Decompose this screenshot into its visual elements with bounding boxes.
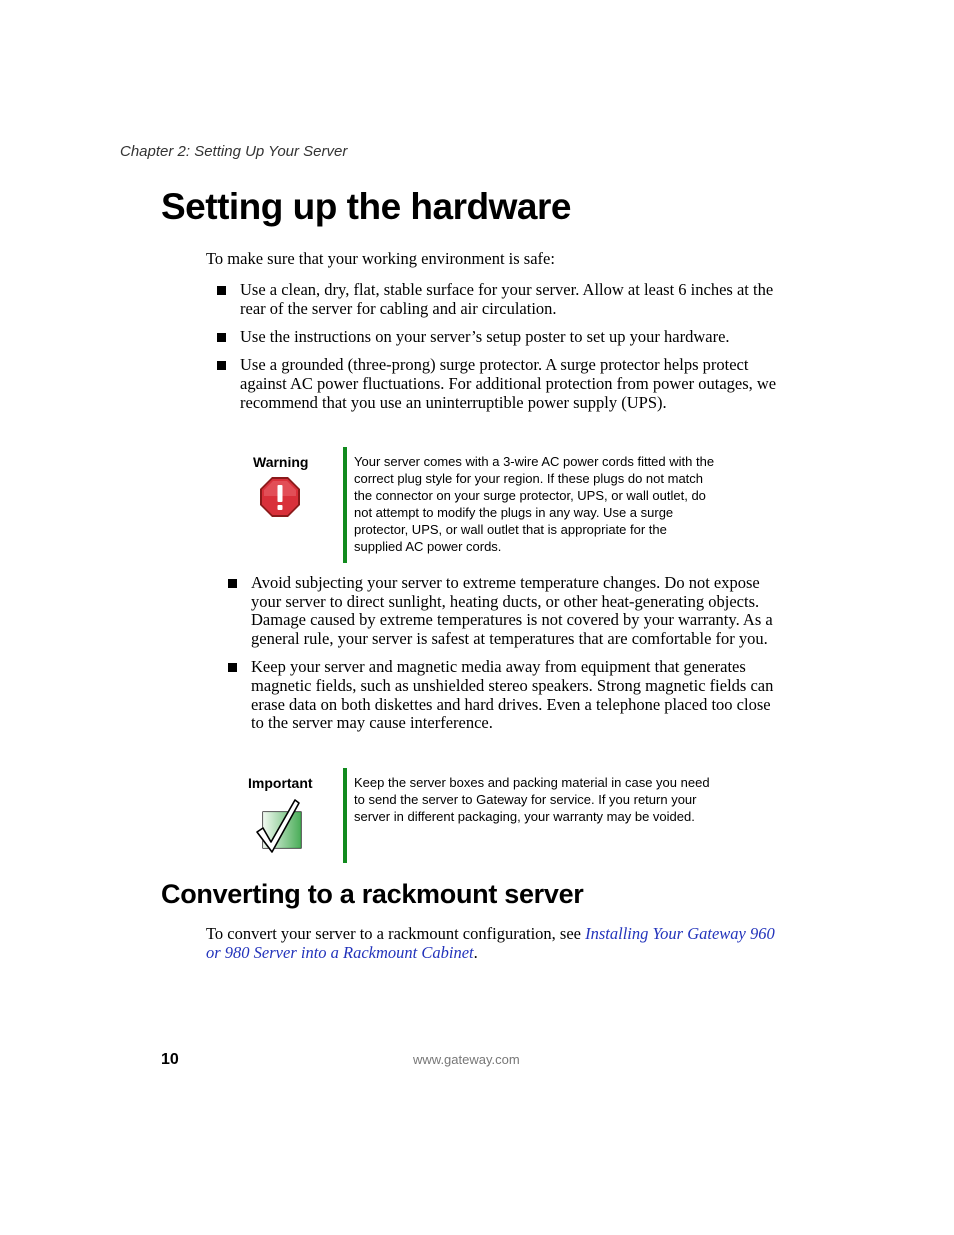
list-item: Use the instructions on your server’s setup poster to set up your hardware. <box>215 328 785 347</box>
intro-text: To make sure that your working environment is safe: <box>206 249 555 268</box>
checkmark-icon <box>255 798 305 854</box>
rackmount-guide-link[interactable]: Installing Your Gateway 960 or 980 Server into a Rackmount Cabinet <box>206 924 775 962</box>
page-title: Setting up the hardware <box>161 186 571 227</box>
chapter-header: Chapter 2: Setting Up Your Server <box>120 143 348 160</box>
warning-icon <box>259 476 301 518</box>
bullet-list-2 <box>226 574 786 743</box>
bullet-square-icon <box>228 663 237 672</box>
warning-text: Your server comes with a 3-wire AC power cords fitted with the correct plug style for your region. If these plugs do not match the connector on your surge protector, UPS, or wall outlet, do not attempt to modify the plugs in any way. Use a surge protector, UPS, or wall outlet that is appropriate for the supplied AC power cords. <box>354 454 715 554</box>
list-item: Avoid subjecting your server to extreme temperature changes. Do not expose your server to direct sunlight, heating ducts, or other heat-generating objects. Damage caused by extreme temperatures is not covered by your warranty. As a general rule, your server is safest at temperatures that are comfortable for you. <box>226 574 786 649</box>
important-label: Important <box>248 775 313 791</box>
warning-accent-bar <box>343 447 347 563</box>
rackmount-paragraph: To convert your server to a rackmount configuration, see Installing Your Gateway 960 or 980 Server into a Rackmount Cabinet. <box>206 924 775 962</box>
warning-label: Warning <box>253 454 309 470</box>
list-item: Keep your server and magnetic media away from equipment that generates magnetic fields, such as unshielded stereo speakers. Strong magnetic fields can erase data on both diskettes and hard drives. Even a telephone placed too close to the server may cause interference. <box>226 658 786 733</box>
page-number: 10 <box>161 1051 179 1068</box>
important-accent-bar <box>343 768 347 863</box>
list-item: Use a clean, dry, flat, stable surface for your server. Allow at least 6 inches at the rear of the server for cabling and air circulation. <box>215 281 785 318</box>
bullet-list <box>215 281 785 422</box>
bullet-square-icon <box>228 579 237 588</box>
footer-url: www.gateway.com <box>413 1052 520 1067</box>
bullet-square-icon <box>217 361 226 370</box>
list-item: Use a grounded (three-prong) surge protector. A surge protector helps protect against AC power fluctuations. For additional protection from power outages, we recommend that you use an uninterruptible power supply (UPS). <box>215 356 785 412</box>
important-text: Keep the server boxes and packing material in case you need to send the server to Gateway for service. If you return your server in different packaging, your warranty may be voided. <box>354 775 710 824</box>
bullet-square-icon <box>217 333 226 342</box>
bullet-square-icon <box>217 286 226 295</box>
section-title: Converting to a rackmount server <box>161 879 584 909</box>
